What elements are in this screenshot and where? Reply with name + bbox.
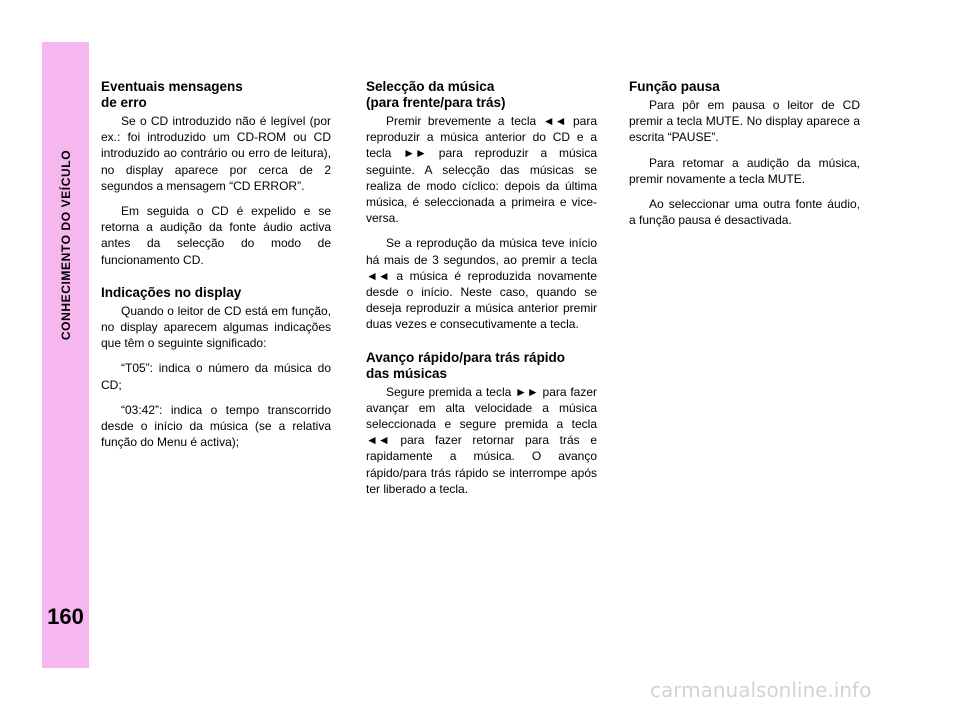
heading-display-indications: Indicações no display [101,284,242,300]
paragraph: “03:42”: indica o tempo transcorrido desde o início da música (se a relativa função do Menu é activa); [101,402,331,450]
heading-fast-forward-rewind: Avanço rápido/para trás rápido das músicas [366,349,566,381]
column-3 [629,79,860,237]
section-title: CONHECIMENTO DO VEÍCULO [59,149,73,341]
paragraph: Para pôr em pausa o leitor de CD premir a tecla MUTE. No display aparece a escrita “PAUSE”. [629,98,860,145]
section-sidebar [42,42,89,668]
paragraph: Premir brevemente a tecla ◄◄ para reproduzir a música anterior do CD e a tecla ►► para reproduzir a música seguinte. A selecção das músicas se realiza de modo cíclico: depois da última música, é seleccionada a primeira e vice-versa. [366,114,597,226]
paragraph: Se a reprodução da música teve início há mais de 3 segundos, ao premir a tecla ◄◄ a música é reproduzida novamente desde o início. Neste caso, quando se deseja reproduzir a música anterior premir duas vezes e consecutivamente a tecla. [366,236,597,332]
heading-track-selection: Selecção da música (para frente/para trás) [366,79,506,110]
paragraph: Quando o leitor de CD está em função, no display aparecem algumas indicações que têm o seguinte significado: [101,303,331,351]
paragraph: Se o CD introduzido não é legível (por ex.: foi introduzido um CD-ROM ou CD introduzido ao contrário ou erro de leitura), no display aparece por cerca de 2 segundos a mensagem “CD ERROR”. [101,114,331,193]
heading-pause-function: Função pausa [629,79,720,94]
column-1 [101,79,331,459]
paragraph: Ao seleccionar uma outra fonte áudio, a função pausa é desactivada. [629,197,860,228]
paragraph: “T05”: indica o número da música do CD; [101,361,331,392]
paragraph: Para retomar a audição da música, premir novamente a tecla MUTE. [629,155,860,186]
paragraph: Segure premida a tecla ►► para fazer avançar em alta velocidade a música seleccionada e segure premida a tecla ◄◄ para fazer retornar para trás e rapidamente a música. O avanço rápido/para trás rápido se interrompe após ter liberado a tecla. [366,384,597,496]
paragraph: Em seguida o CD é expelido e se retorna a audição da fonte áudio activa antes da selecção do modo de funcionamento CD. [101,204,331,267]
watermark: carmanualsonline.info [650,678,872,702]
page-number: 160 [47,604,84,629]
heading-error-messages: Eventuais mensagens de erro [101,79,243,110]
column-2 [366,79,597,506]
